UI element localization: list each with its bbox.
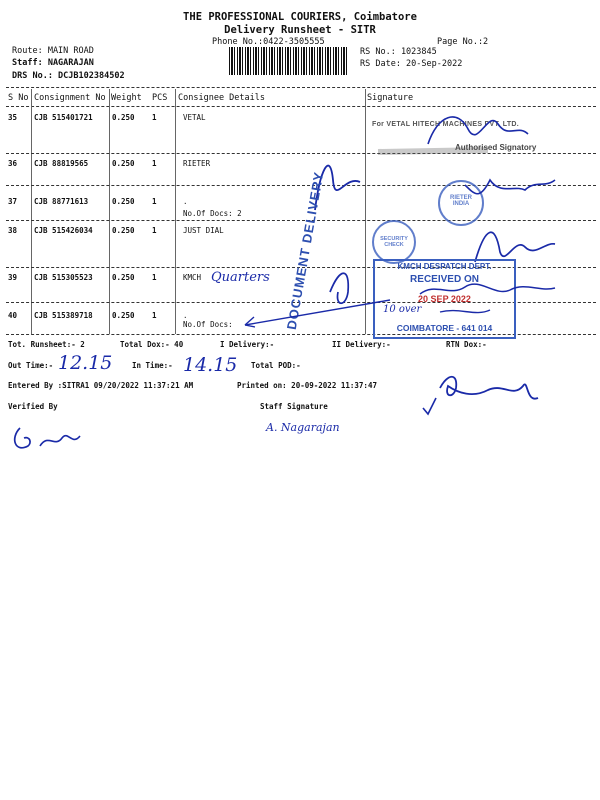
- row-consignee: .: [183, 311, 188, 320]
- col-signature: Signature: [367, 93, 414, 103]
- vetal-company-stamp: For VETAL HITECH MACHINES PVT. LTD.: [372, 121, 520, 128]
- row-consignee: VETAL: [183, 113, 206, 122]
- staff-label: Staff: NAGARAJAN: [12, 58, 94, 68]
- i-delivery: I Delivery:-: [220, 340, 275, 349]
- row-weight: 0.250: [112, 113, 135, 122]
- row-sno: 35: [8, 113, 18, 122]
- column-line: [109, 89, 110, 334]
- row-pcs: 1: [152, 197, 157, 206]
- rieter-signature: [305, 150, 565, 220]
- verified-by-signature: [10, 418, 90, 458]
- ii-delivery: II Delivery:-: [332, 340, 391, 349]
- row-consignment: CJB 88771613: [34, 197, 89, 206]
- out-time-label: Out Time:-: [8, 361, 54, 370]
- row-consignment: CJB 515305523: [34, 273, 93, 282]
- document-delivery-stamp: DOCUMENT DELIVERY: [283, 170, 327, 331]
- col-sno: S No: [8, 93, 29, 103]
- handwritten-quarters-note: Quarters: [211, 270, 270, 285]
- kmch-received-stamp: KMCH DESPATCH DEPT. RECEIVED ON 20 SEP 2022 COIMBATORE - 641 014: [373, 259, 516, 339]
- printed-on: Printed on: 20-09-2022 11:37:47: [237, 381, 377, 390]
- barcode: [229, 47, 349, 75]
- row-consignee: .: [183, 197, 188, 206]
- row-consignment: CJB 88819565: [34, 159, 89, 168]
- row-weight: 0.250: [112, 273, 135, 282]
- row-sno: 36: [8, 159, 18, 168]
- col-consignee: Consignee Details: [178, 93, 265, 103]
- drs-number: DRS No.: DCJB102384502: [12, 71, 125, 81]
- security-check-stamp: SECURITY CHECK: [372, 220, 416, 264]
- kmch-handwritten-note: 10 over: [383, 304, 422, 315]
- column-line: [31, 89, 32, 334]
- row-consignee: KMCH: [183, 273, 202, 282]
- col-weight: Weight: [111, 93, 142, 103]
- row-sno: 39: [8, 273, 18, 282]
- row-consignee: JUST DIAL: [183, 226, 224, 235]
- divider: [6, 87, 596, 88]
- row-consignment: CJB 515426034: [34, 226, 93, 235]
- row-weight: 0.250: [112, 197, 135, 206]
- entered-by: Entered By :SITRA1 09/20/2022 11:37:21 AM: [8, 381, 194, 390]
- row-pcs: 1: [152, 159, 157, 168]
- column-line: [175, 89, 176, 334]
- total-pod-label: Total POD:-: [251, 361, 301, 370]
- total-dox: Total Dox:- 40: [120, 340, 184, 349]
- col-consignment: Consignment No: [34, 93, 106, 103]
- col-pcs: PCS: [152, 93, 168, 103]
- in-time-label: In Time:-: [132, 361, 173, 370]
- row-pcs: 1: [152, 273, 157, 282]
- page-number: Page No.:2: [437, 37, 489, 47]
- row-docs-count: No.Of Docs: 2: [183, 209, 242, 218]
- row-divider: [6, 220, 596, 221]
- row-consignment: CJB 515401721: [34, 113, 93, 122]
- route-label: Route: MAIN ROAD: [12, 46, 94, 56]
- row-sno: 40: [8, 311, 18, 320]
- row-weight: 0.250: [112, 159, 135, 168]
- phone-number: Phone No.:0422-3505555: [212, 37, 325, 47]
- document-title: Delivery Runsheet - SITR: [224, 24, 376, 36]
- arrow-mark: [240, 295, 400, 330]
- staff-signature: A. Nagarajan: [266, 421, 340, 434]
- vetal-auth-stamp: Authorised Signatory: [455, 143, 537, 152]
- row-consignee: RIETER: [183, 159, 211, 168]
- row-weight: 0.250: [112, 226, 135, 235]
- row-sno: 37: [8, 197, 18, 206]
- row-pcs: 1: [152, 311, 157, 320]
- verified-by-label: Verified By: [8, 402, 58, 411]
- row-consignment: CJB 515389718: [34, 311, 93, 320]
- staff-signature-label: Staff Signature: [260, 402, 328, 411]
- rtn-dox: RTN Dox:-: [446, 340, 487, 349]
- row-weight: 0.250: [112, 311, 135, 320]
- rs-date: RS Date: 20-Sep-2022: [360, 59, 463, 69]
- row-docs-count: No.Of Docs:: [183, 320, 233, 329]
- supervisor-signature: [418, 368, 548, 418]
- rieter-round-stamp: RIETER INDIA: [438, 180, 484, 226]
- company-title: THE PROFESSIONAL COURIERS, Coimbatore: [183, 11, 417, 23]
- out-time-value: 12.15: [58, 352, 113, 374]
- row-pcs: 1: [152, 226, 157, 235]
- total-runsheet: Tot. Runsheet:- 2: [8, 340, 85, 349]
- in-time-value: 14.15: [183, 354, 238, 376]
- row-pcs: 1: [152, 113, 157, 122]
- row-sno: 38: [8, 226, 18, 235]
- rs-number: RS No.: 1023845: [360, 47, 437, 57]
